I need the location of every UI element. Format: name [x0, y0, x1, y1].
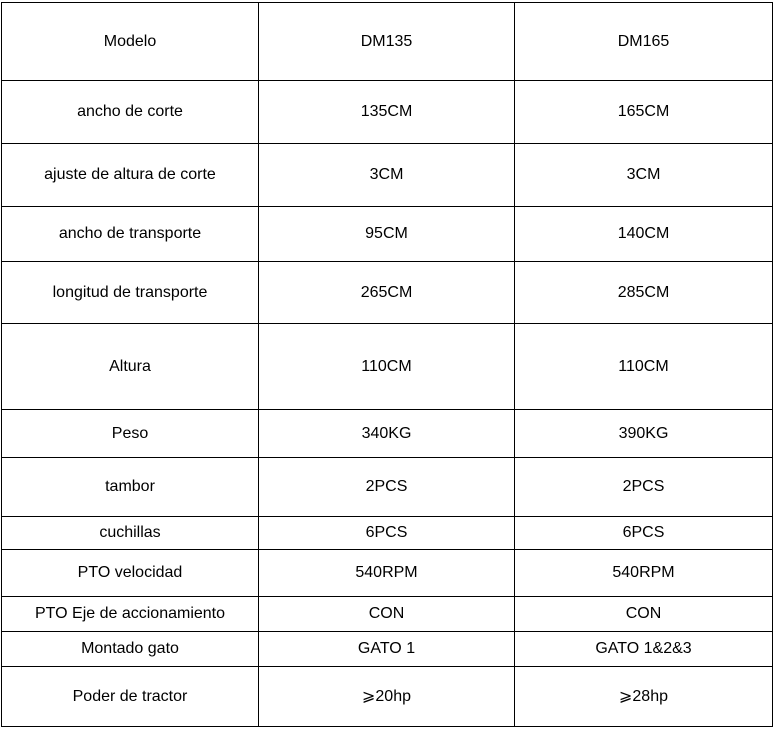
row-label: ajuste de altura de corte: [2, 144, 259, 207]
cell-dm165: 140CM: [515, 207, 773, 262]
cell-dm165: 540RPM: [515, 550, 773, 597]
cell-dm165: 285CM: [515, 262, 773, 324]
cell-dm135: ⩾20hp: [259, 667, 515, 727]
table-row-pto-speed: [2, 550, 773, 597]
table-row-weight: [2, 410, 773, 458]
cell-dm135: 2PCS: [259, 458, 515, 517]
row-label: PTO velocidad: [2, 550, 259, 597]
cell-dm135: 3CM: [259, 144, 515, 207]
cell-dm165: GATO 1&2&3: [515, 632, 773, 667]
row-label: ancho de corte: [2, 81, 259, 144]
row-label: Modelo: [2, 3, 259, 81]
table-row-height: [2, 324, 773, 410]
table-row-transport-length: [2, 262, 773, 324]
cell-dm165: 2PCS: [515, 458, 773, 517]
cell-dm165: 165CM: [515, 81, 773, 144]
cell-dm165: 6PCS: [515, 517, 773, 550]
cell-dm135: 135CM: [259, 81, 515, 144]
row-label: Peso: [2, 410, 259, 458]
cell-dm135: 265CM: [259, 262, 515, 324]
table-row-transport-width: [2, 207, 773, 262]
cell-dm165: DM165: [515, 3, 773, 81]
table-row-pto-shaft: [2, 597, 773, 632]
cell-dm135: 540RPM: [259, 550, 515, 597]
table-row-cutting-height: [2, 144, 773, 207]
row-label: cuchillas: [2, 517, 259, 550]
table-row-tractor-power: [2, 667, 773, 727]
table-row-model: [2, 3, 773, 81]
cell-dm135: 95CM: [259, 207, 515, 262]
cell-dm135: DM135: [259, 3, 515, 81]
row-label: Montado gato: [2, 632, 259, 667]
row-label: Altura: [2, 324, 259, 410]
cell-dm165: ⩾28hp: [515, 667, 773, 727]
table-row-cutting-width: [2, 81, 773, 144]
cell-dm135: 340KG: [259, 410, 515, 458]
row-label: tambor: [2, 458, 259, 517]
cell-dm135: 110CM: [259, 324, 515, 410]
cell-dm165: CON: [515, 597, 773, 632]
cell-dm135: CON: [259, 597, 515, 632]
cell-dm165: 3CM: [515, 144, 773, 207]
table-row-drum: [2, 458, 773, 517]
cell-dm165: 110CM: [515, 324, 773, 410]
table-row-hitch: [2, 632, 773, 667]
row-label: Poder de tractor: [2, 667, 259, 727]
row-label: PTO Eje de accionamiento: [2, 597, 259, 632]
spec-table: [1, 2, 773, 727]
cell-dm135: 6PCS: [259, 517, 515, 550]
table-row-blades: [2, 517, 773, 550]
row-label: longitud de transporte: [2, 262, 259, 324]
cell-dm165: 390KG: [515, 410, 773, 458]
cell-dm135: GATO 1: [259, 632, 515, 667]
row-label: ancho de transporte: [2, 207, 259, 262]
